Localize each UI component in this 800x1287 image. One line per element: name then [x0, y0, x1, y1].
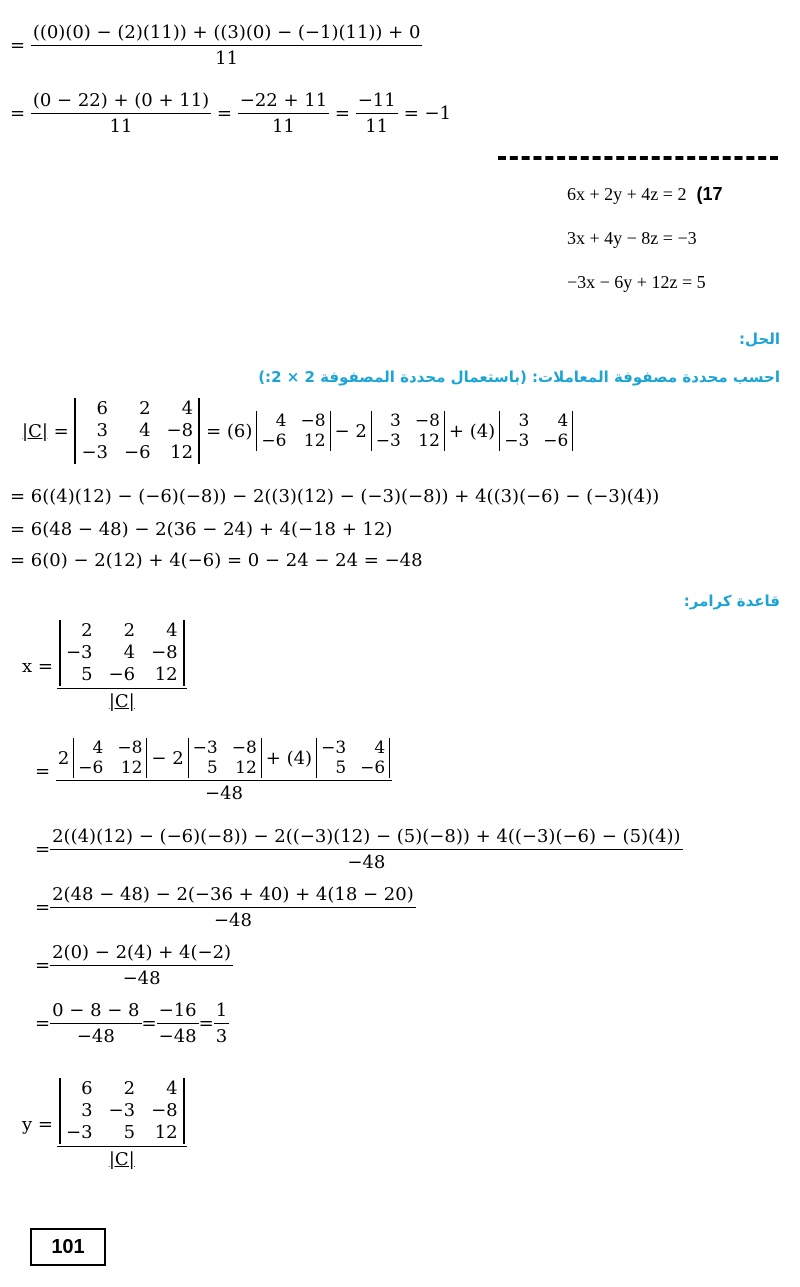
problem-number: (17 [696, 184, 723, 204]
matrix-entry: 12 [303, 431, 326, 451]
cramer-label: قاعدة كرامر: [683, 592, 780, 610]
matrix-entry: 2 [123, 1078, 136, 1099]
x-step-1: = 2 4 −8 −6 12 − 2 −3 −8 5 12 + (4) −3 4 5 −6 −48 [35, 738, 392, 804]
matrix-entry: −8 [414, 411, 440, 431]
numerator: ((0)(0) − (2)(11)) + ((3)(0) − (−1)(11)) + 0 [31, 22, 423, 46]
fraction: $\frac{(0 - 22) + (0 + 11)}{11}$ [32, 90, 210, 137]
matrix-entry: 4 [139, 420, 151, 441]
matrix-entry: 2 [81, 620, 93, 641]
fraction: $\frac{-22 + 11}{11}$ [239, 90, 328, 137]
minor-matrix [371, 411, 445, 451]
fraction: $\frac{-11}{11}$ [357, 90, 396, 137]
matrix-entry: 12 [235, 758, 257, 778]
matrix-entry: −6 [543, 431, 569, 451]
det-step-2: = 6(48 − 48) − 2(36 − 24) + 4(−18 + 12) [10, 519, 393, 540]
matrix-entry: 3 [96, 420, 108, 441]
matrix-entry: −6 [123, 442, 151, 463]
matrix-entry: 4 [181, 398, 194, 419]
matrix-entry: 5 [81, 664, 93, 685]
x-formula: x = 2 2 4 −3 4 −8 5 −6 12 |C| [22, 620, 187, 712]
matrix-entry: 4 [92, 738, 104, 758]
matrix-entry: −3 [375, 431, 401, 451]
x-step-4: = $\frac{2(0) - 2(4) + 4(-2)}{-48}$ [35, 942, 232, 989]
matrix-entry: −8 [151, 642, 178, 663]
det-step-1: = 6((4)(12) − (−6)(−8)) − 2((3)(12) − (−3)(−8)) + 4((3)(−6) − (−3)(4)) [10, 486, 660, 507]
matrix-entry: −3 [321, 738, 347, 758]
matrix-entry: −6 [78, 758, 104, 778]
minor-matrix [499, 411, 573, 451]
fraction: 6 2 4 3 −3 −8 −3 5 12 |C| [57, 1078, 187, 1170]
det-symbol: |C| [22, 420, 48, 442]
section-divider [498, 156, 778, 160]
matrix-entry: 12 [120, 758, 143, 778]
matrix-entry: −3 [65, 642, 93, 663]
matrix-entry: 4 [557, 411, 569, 431]
coefficient-matrix [74, 398, 200, 464]
equals-sign: = [10, 35, 31, 56]
minor-matrix [188, 738, 262, 778]
matrix-entry: −8 [300, 411, 326, 431]
matrix-entry: −3 [108, 1100, 136, 1121]
problem-equation-3: −3x − 6y + 12z = 5 [567, 272, 706, 292]
minor-matrix [316, 738, 390, 778]
page-number: 101 [30, 1228, 106, 1266]
det-step-3: = 6(0) − 2(12) + 4(−6) = 0 − 24 − 24 = −48 [10, 550, 423, 571]
top-line-2: = $\frac{(0 - 22) + (0 + 11)}{11}$ = $\frac{-22 + 11}{11}$ = $\frac{-11}{11}$ = −1 [10, 90, 452, 137]
det-expansion: |C| = 6 2 4 3 4 −8 −3 −6 12 = (6) 4 −8 −6 12 − 2 3 −8 −3 12 + (4) 3 4 −3 −6 [22, 398, 573, 464]
matrix-entry: −3 [81, 442, 108, 463]
matrix-entry: −3 [65, 1122, 93, 1143]
problem-equation-2: 3x + 4y − 8z = −3 [567, 228, 697, 248]
minor-matrix [73, 738, 147, 778]
matrix-entry: 12 [418, 431, 440, 451]
matrix-entry: 3 [390, 411, 401, 431]
fraction [31, 22, 423, 69]
matrix-entry: 2 [139, 398, 151, 419]
matrix-entry: −8 [117, 738, 143, 758]
matrix-entry: 12 [170, 442, 194, 463]
matrix-entry: −3 [504, 431, 530, 451]
matrix-entry: 12 [154, 664, 178, 685]
x-step-2: = 2((4)(12) − (−6)(−8)) − 2((−3)(12) − (5)(−8)) + 4((−3)(−6) − (5)(4)) −48 [35, 826, 681, 873]
problem-equation-1: 6x + 2y + 4z = 2 (17 [567, 184, 723, 204]
matrix-entry: 4 [166, 620, 178, 641]
matrix-entry: 12 [154, 1122, 178, 1143]
det-instruction: احسب محددة مصفوفة المعاملات: (باستعمال محددة المصفوفة 2 × 2:) [258, 368, 780, 386]
fraction: 2 2 4 −3 4 −8 5 −6 12 |C| [57, 620, 187, 712]
matrix-entry: 5 [206, 758, 218, 778]
matrix-entry: −3 [192, 738, 218, 758]
matrix-entry: −8 [166, 420, 194, 441]
matrix-entry: −6 [261, 431, 287, 451]
minor-matrix [256, 411, 330, 451]
solution-label: الحل: [739, 330, 780, 348]
matrix-entry: 5 [123, 1122, 136, 1143]
matrix-entry: 4 [275, 411, 287, 431]
fraction: 2 4 −8 −6 12 − 2 −3 −8 5 12 + (4) −3 4 5 −6 −48 [56, 738, 392, 804]
matrix-entry: 5 [335, 758, 347, 778]
top-line-1 [10, 22, 422, 69]
matrix-entry: −8 [231, 738, 257, 758]
x-step-3: = $\frac{2(48 - 48) - 2(-36 + 40) + 4(18 - 20)}{-48}$ [35, 884, 414, 931]
matrix-entry: 3 [518, 411, 530, 431]
matrix-entry: 2 [123, 620, 136, 641]
y-formula: y = 6 2 4 3 −3 −8 −3 5 12 |C| [22, 1078, 187, 1170]
denominator: 11 [215, 48, 239, 69]
matrix-entry: 6 [96, 398, 108, 419]
x-step-5: = $\frac{0 - 8 - 8}{-48}$ = $\frac{-16}{-48}$ = $\frac{1}{3}$ [35, 1000, 228, 1047]
matrix-entry: −8 [151, 1100, 178, 1121]
matrix-entry: 4 [123, 642, 136, 663]
matrix-entry: 4 [374, 738, 386, 758]
matrix-entry: 3 [81, 1100, 93, 1121]
y-numerator-matrix [59, 1078, 185, 1144]
matrix-entry: 4 [166, 1078, 178, 1099]
matrix-entry: −6 [108, 664, 136, 685]
matrix-entry: −6 [360, 758, 386, 778]
matrix-entry: 6 [81, 1078, 93, 1099]
x-numerator-matrix [59, 620, 185, 686]
